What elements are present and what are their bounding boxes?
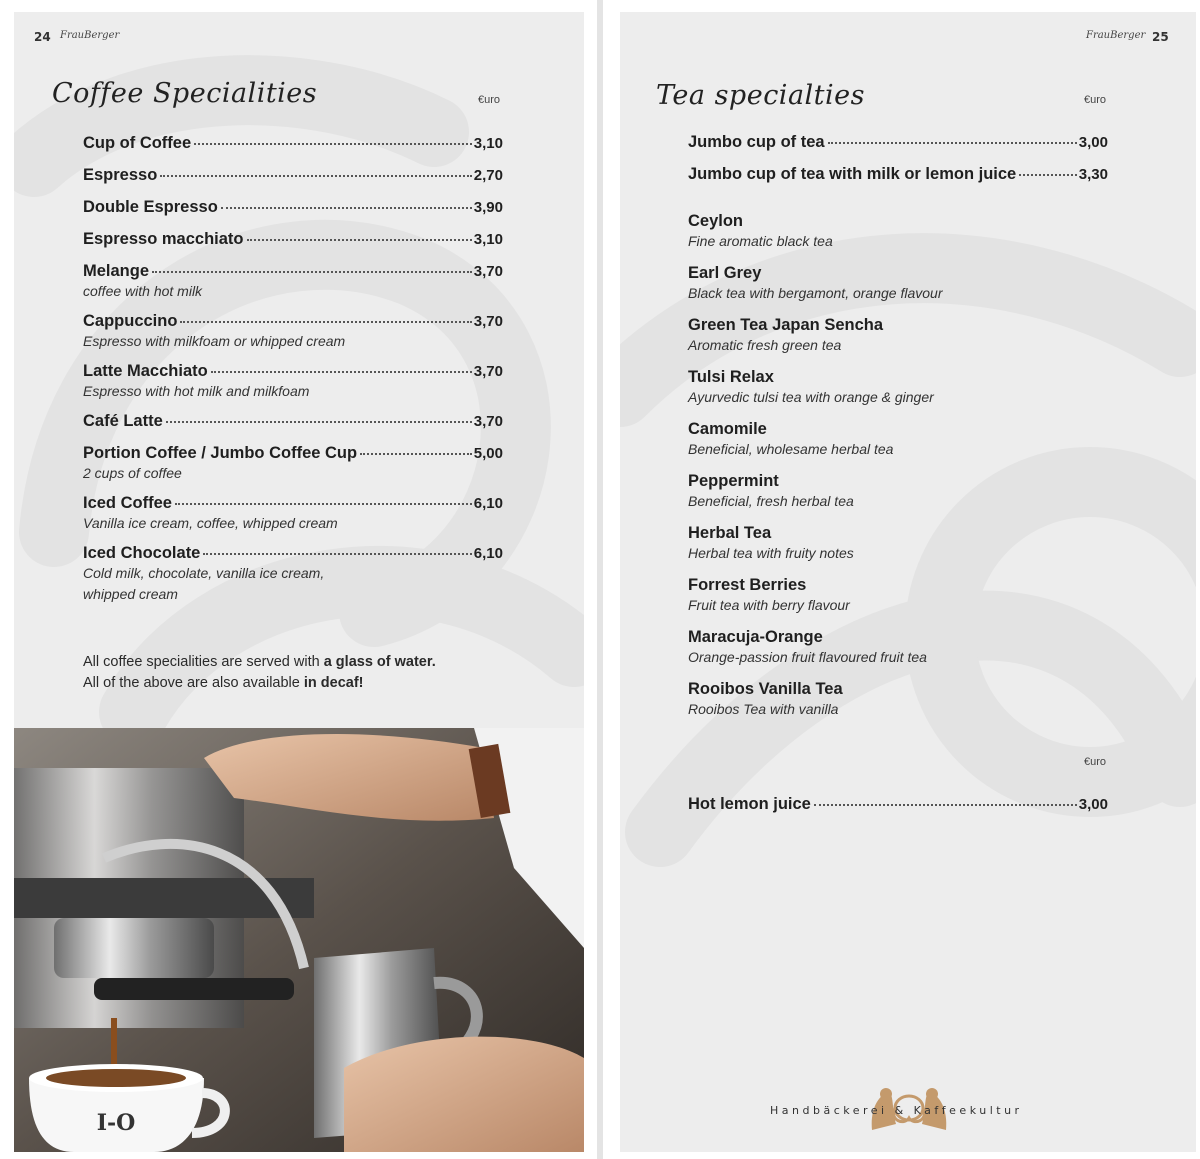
item-name: Cup of Coffee [83,134,192,152]
item-description: Espresso with milkfoam or whipped cream [83,333,346,349]
item-description: Cold milk, chocolate, vanilla ice cream, whipped cream [83,565,325,602]
tea-item [688,316,1108,356]
item-name: Café Latte [83,412,163,430]
currency-label: €uro [1084,94,1107,106]
item-price: 5,00 [473,445,503,462]
tea-name: Earl Grey [688,264,762,282]
tea-name: Herbal Tea [688,524,772,542]
cup-logo: I-O [96,1110,136,1136]
tea-item [688,680,1108,720]
dot-leader [175,503,472,505]
item-name: Latte Macchiato [83,362,208,380]
note-line-2-bold: in decaf! [303,675,364,692]
tea-varieties-list [688,212,1108,732]
tea-name: Tulsi Relax [688,368,774,386]
dot-leader [160,175,472,177]
tea-name: Ceylon [688,212,744,230]
item-price: 3,70 [473,413,503,430]
item-name: Espresso macchiato [83,230,244,248]
tea-item [688,576,1108,616]
item-name: Espresso [83,166,158,184]
item-description: Vanilla ice cream, coffee, whipped cream [83,515,338,531]
menu-item [83,412,503,431]
tea-item [688,368,1108,408]
page-number: 25 [1152,30,1169,44]
item-price: 6,10 [473,495,503,512]
tea-item [688,524,1108,564]
jumbo-tea-list [688,133,1108,197]
footer-tagline: Handbäckerei & Kaffeekultur [770,1104,1023,1117]
menu-item [688,165,1108,184]
dot-leader [828,142,1077,144]
menu-page-left [14,12,584,1152]
menu-item [83,198,503,217]
brand-logo: FrauBerger [1086,30,1146,41]
section-title: Tea specialties [656,80,865,111]
menu-item [83,362,503,402]
note-line-1: All coffee specialities are served with [83,654,324,670]
note-line-1-bold: a glass of water. [323,654,436,670]
tea-name: Peppermint [688,472,779,490]
item-price: 3,10 [473,135,503,152]
dot-leader [1019,174,1077,176]
tea-name: Maracuja-Orange [688,628,823,646]
tea-description: Fine aromatic black tea [688,233,833,249]
currency-label-2: €uro [1084,756,1107,768]
item-name: Melange [83,262,150,280]
dot-leader [360,453,472,455]
tea-name: Rooibos Vanilla Tea [688,680,843,698]
page-gutter [597,0,603,1159]
item-price: 3,00 [1078,796,1108,813]
item-price: 3,30 [1078,166,1108,183]
item-price: 3,00 [1078,134,1108,151]
menu-item [83,312,503,352]
dot-leader [152,271,472,273]
lemon-juice-list [688,795,1108,814]
tea-item [688,420,1108,460]
tea-description: Fruit tea with berry flavour [688,597,850,613]
dot-leader [814,804,1077,806]
dot-leader [180,321,471,323]
item-description: Espresso with hot milk and milkfoam [83,383,310,399]
tea-description: Herbal tea with fruity notes [688,545,854,561]
menu-item [83,166,503,185]
dot-leader [194,143,472,145]
tea-item [688,472,1108,512]
tea-item [688,628,1108,668]
item-price: 3,70 [473,363,503,380]
item-name: Hot lemon juice [688,795,811,813]
item-price: 3,90 [473,199,503,216]
tea-description: Rooibos Tea with vanilla [688,701,839,717]
item-name: Iced Coffee [83,494,172,512]
currency-label: €uro [478,94,501,106]
item-name: Double Espresso [83,198,218,216]
menu-page-right [620,12,1196,1152]
dot-leader [211,371,472,373]
menu-item [83,494,503,534]
section-title: Coffee Specialities [52,78,318,109]
tea-item [688,212,1108,252]
menu-item [83,134,503,153]
tea-description: Aromatic fresh green tea [688,337,842,353]
tea-description: Ayurvedic tulsi tea with orange & ginger [688,389,934,405]
item-price: 3,10 [473,231,503,248]
tea-description: Orange-passion fruit flavoured fruit tea [688,649,927,665]
menu-item [83,444,503,484]
tea-name: Forrest Berries [688,576,807,594]
tea-item [688,264,1108,304]
item-price: 2,70 [473,167,503,184]
tea-description: Black tea with bergamont, orange flavour [688,285,943,301]
note-line-2: All of the above are also available [83,675,304,692]
item-price: 6,10 [473,545,503,562]
item-name: Jumbo cup of tea [688,133,825,151]
tea-name: Camomile [688,420,767,438]
item-name: Portion Coffee / Jumbo Coffee Cup [83,444,358,462]
dot-leader [247,239,472,241]
item-name: Cappuccino [83,312,178,330]
brand-logo: FrauBerger [60,30,120,41]
menu-item [83,230,503,249]
menu-item [688,133,1108,152]
tea-name: Green Tea Japan Sencha [688,316,884,334]
dot-leader [203,553,471,555]
menu-item [688,795,1108,814]
dot-leader [166,421,472,423]
item-name: Jumbo cup of tea with milk or lemon juice [688,165,1017,183]
menu-item [83,262,503,302]
item-price: 3,70 [473,263,503,280]
item-name: Iced Chocolate [83,544,201,562]
page-number: 24 [34,30,51,44]
tea-description: Beneficial, wholesame herbal tea [688,441,894,457]
menu-item [83,544,503,605]
item-description: 2 cups of coffee [83,465,182,481]
tea-description: Beneficial, fresh herbal tea [688,493,854,509]
dot-leader [221,207,472,209]
coffee-note [83,652,543,694]
item-price: 3,70 [473,313,503,330]
item-description: coffee with hot milk [83,283,203,299]
coffee-menu-list [83,134,503,615]
barista-photo [14,728,584,1152]
